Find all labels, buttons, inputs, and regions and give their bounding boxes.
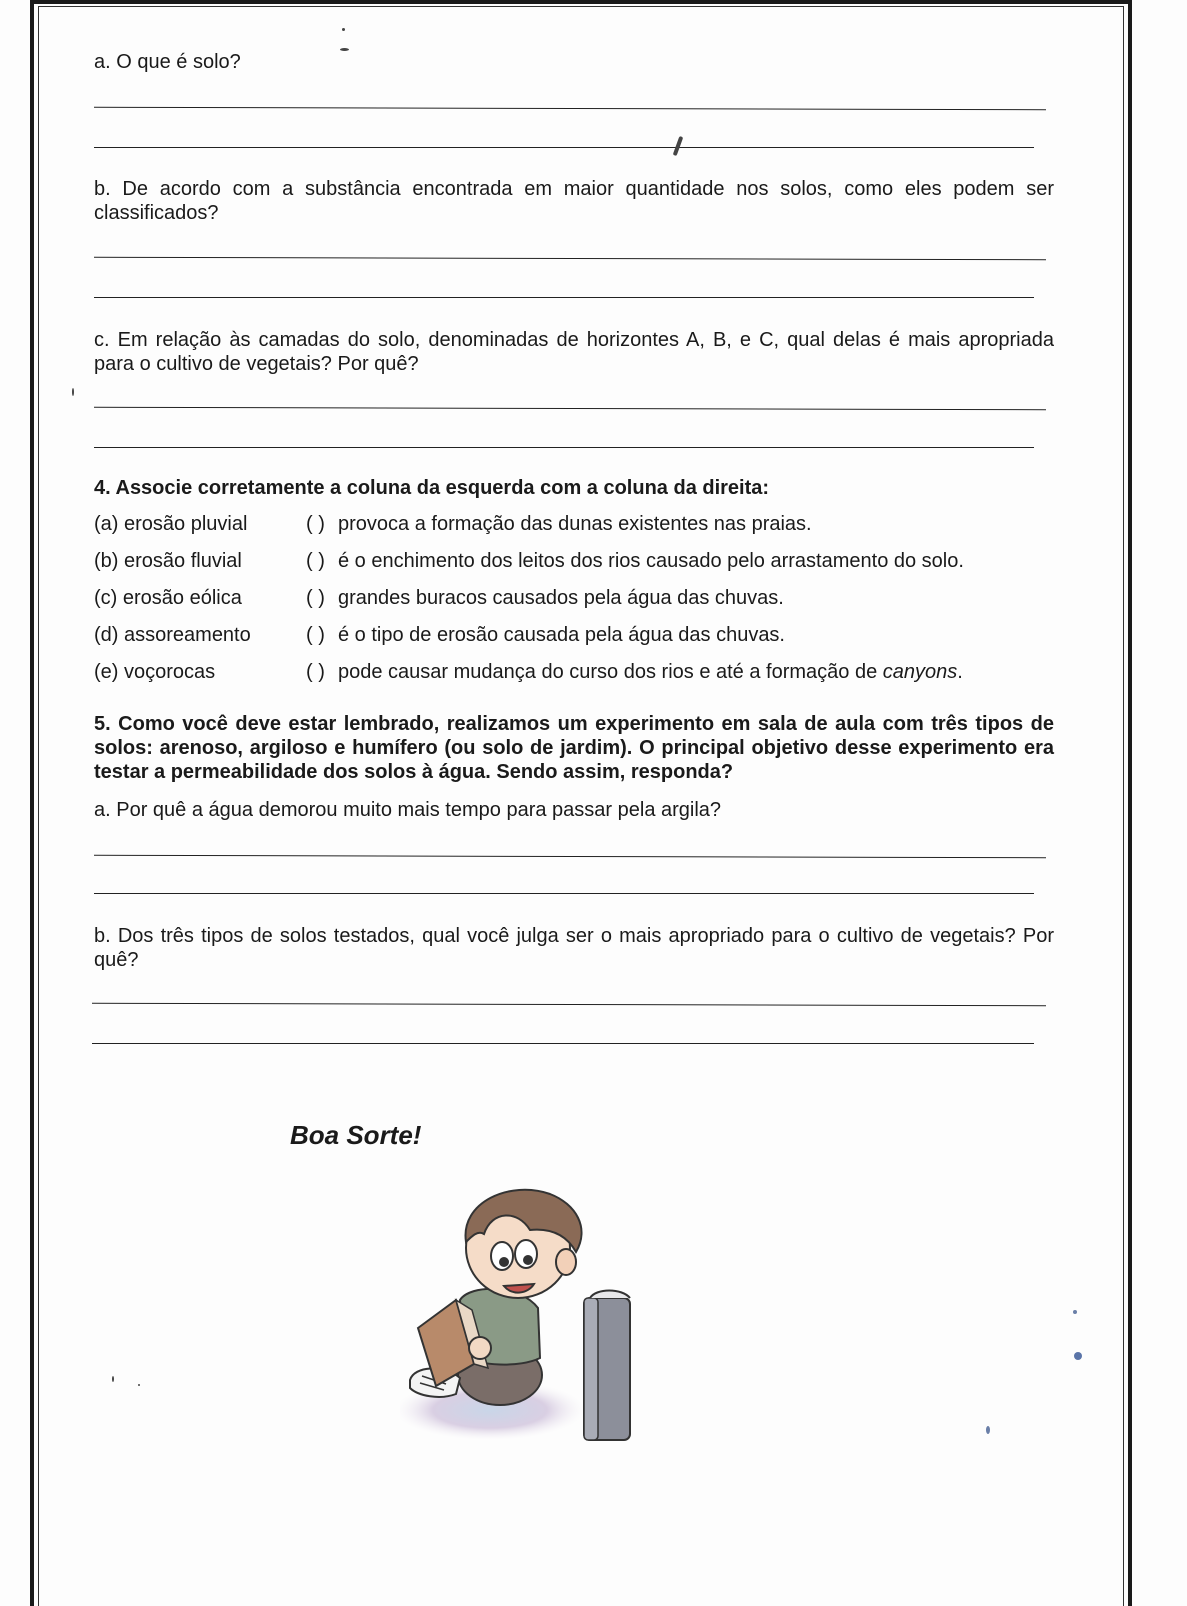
question-5b: b. Dos três tipos de solos testados, qual você julga ser o mais apropriado para o cultivo de vegetais? Por quê? — [94, 925, 1054, 971]
scan-speck — [1073, 1310, 1077, 1314]
left-column-item: (e) voçorocas — [94, 661, 216, 683]
scan-speck — [138, 1384, 140, 1386]
standing-book — [584, 1291, 630, 1441]
question-3a: a. O que é solo? — [94, 51, 241, 73]
left-column-item: (a) erosão pluvial — [94, 513, 248, 535]
left-column-item: (b) erosão fluvial — [94, 550, 242, 572]
answer-line[interactable] — [94, 893, 1034, 894]
scan-speck — [112, 1376, 114, 1382]
canyons-italic: canyons — [882, 661, 958, 683]
right-column-item: é o tipo de erosão causada pela água das chuvas. — [338, 624, 785, 646]
boy-reading-illustration — [400, 1180, 640, 1450]
answer-box[interactable]: ( ) — [306, 513, 325, 535]
right-column-item: é o enchimento dos leitos dos rios causado pelo arrastamento do solo. — [338, 550, 964, 572]
answer-box[interactable]: ( ) — [306, 587, 325, 609]
right-column-item: provoca a formação das dunas existentes nas praias. — [338, 513, 812, 535]
answer-box[interactable]: ( ) — [306, 550, 325, 572]
scan-speck — [72, 388, 74, 396]
scan-speck — [340, 48, 349, 51]
answer-box[interactable]: ( ) — [306, 661, 325, 683]
question-5a: a. Por quê a água demorou muito mais tempo para passar pela argila? — [94, 799, 722, 821]
answer-line[interactable] — [94, 447, 1034, 448]
question-3c: c. Em relação às camadas do solo, denominadas de horizontes A, B, e C, qual delas é mais apropriada para o cultivo de vegetais? Por quê? — [94, 329, 1054, 375]
scan-speck — [342, 28, 345, 31]
good-luck-text: Boa Sorte! — [290, 1120, 422, 1150]
answer-box[interactable]: ( ) — [306, 624, 325, 646]
boy-hand — [469, 1337, 491, 1359]
left-column-item: (d) assoreamento — [94, 624, 251, 646]
answer-line[interactable] — [92, 1043, 1034, 1044]
left-column-item: (c) erosão eólica — [94, 587, 242, 609]
right-column-item: pode causar mudança do curso dos rios e até a formação de canyons. — [338, 661, 963, 683]
question-3b: b. De acordo com a substância encontrada em maior quantidade nos solos, como eles podem ser classificados? — [94, 178, 1054, 224]
answer-line[interactable] — [94, 297, 1034, 298]
scan-speck — [1074, 1352, 1082, 1360]
question-5-title: 5. Como você deve estar lembrado, realizamos um experimento em sala de aula com três tipos de solos: arenoso, argiloso e humífero (ou solo de jardim). O principal objetivo desse experimento era testar a permeabilidade dos solos à água. Sendo assim, responda? — [94, 713, 1054, 783]
scan-speck — [986, 1426, 990, 1434]
right-column-item: grandes buracos causados pela água das chuvas. — [338, 587, 784, 609]
question-4-title: 4. Associe corretamente a coluna da esquerda com a coluna da direita: — [94, 477, 770, 499]
answer-line[interactable] — [94, 147, 1034, 148]
